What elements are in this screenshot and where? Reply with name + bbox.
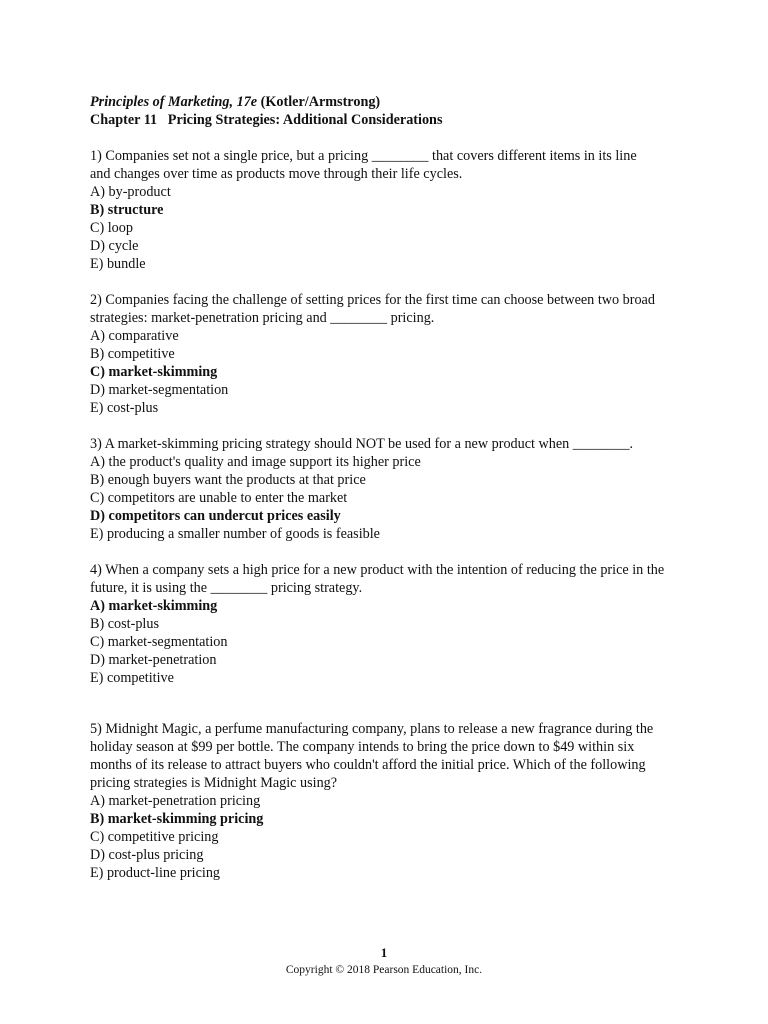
- answer-option: B) cost-plus: [90, 616, 159, 632]
- question-stem: 1) Companies set not a single price, but a pricing ________ that covers different items in its line and changes over time as products move through their life cycles.: [90, 148, 637, 182]
- copyright-notice: Copyright © 2018 Pearson Education, Inc.: [285, 964, 483, 976]
- answer-option: B) competitive: [90, 346, 175, 362]
- answer-option: A) the product's quality and image support its higher price: [90, 454, 421, 470]
- book-header: [90, 93, 690, 111]
- answer-option: A) market-penetration pricing: [90, 793, 261, 809]
- question-stem: 3) A market-skimming pricing strategy should NOT be used for a new product when ________.: [90, 436, 634, 452]
- page-number: 1: [380, 945, 388, 960]
- answer-option-correct: B) market-skimming pricing: [90, 811, 264, 827]
- answer-option: C) market-segmentation: [90, 634, 228, 650]
- answer-option: E) bundle: [90, 256, 146, 272]
- answer-option: D) market-penetration: [90, 652, 217, 668]
- answer-option-correct: D) competitors can undercut prices easily: [90, 508, 341, 524]
- question-stem: 5) Midnight Magic, a perfume manufacturing company, plans to release a new fragrance during the holiday season at $99 per bottle. The company intends to bring the price down to $49 within six months of its release to attract buyers who couldn't afford the initial price. Which of the following pricing strategies is Midnight Magic using?: [90, 721, 654, 791]
- question-stem: 2) Companies facing the challenge of setting prices for the first time can choose between two broad strategies: market-penetration pricing and ________ pricing.: [90, 292, 655, 326]
- question-1: [90, 147, 690, 273]
- answer-option: E) product-line pricing: [90, 865, 221, 881]
- chapter-title: Chapter 11 Pricing Strategies: Additional Considerations: [90, 112, 443, 128]
- question-4: [90, 561, 690, 687]
- answer-option: C) competitors are unable to enter the market: [90, 490, 348, 506]
- answer-option: C) competitive pricing: [90, 829, 219, 845]
- book-title: Principles of Marketing, 17e: [90, 94, 258, 110]
- answer-option: B) enough buyers want the products at that price: [90, 472, 366, 488]
- answer-option-correct: B) structure: [90, 202, 164, 218]
- book-authors: (Kotler/Armstrong): [257, 94, 381, 110]
- question-2: [90, 291, 690, 417]
- question-5: [90, 720, 690, 882]
- answer-option: E) competitive: [90, 670, 174, 686]
- answer-option: E) producing a smaller number of goods is feasible: [90, 526, 380, 542]
- answer-option-correct: A) market-skimming: [90, 598, 218, 614]
- answer-option-correct: C) market-skimming: [90, 364, 218, 380]
- answer-option: D) cost-plus pricing: [90, 847, 204, 863]
- answer-option: C) loop: [90, 220, 133, 236]
- answer-option: A) by-product: [90, 184, 171, 200]
- answer-option: D) cycle: [90, 238, 139, 254]
- question-stem: 4) When a company sets a high price for a new product with the intention of reducing the price in the future, it is using the ________ pricing strategy.: [90, 562, 665, 596]
- document-page: [90, 93, 690, 882]
- question-3: [90, 435, 690, 543]
- answer-option: D) market-segmentation: [90, 382, 229, 398]
- answer-option: A) comparative: [90, 328, 179, 344]
- answer-option: E) cost-plus: [90, 400, 159, 416]
